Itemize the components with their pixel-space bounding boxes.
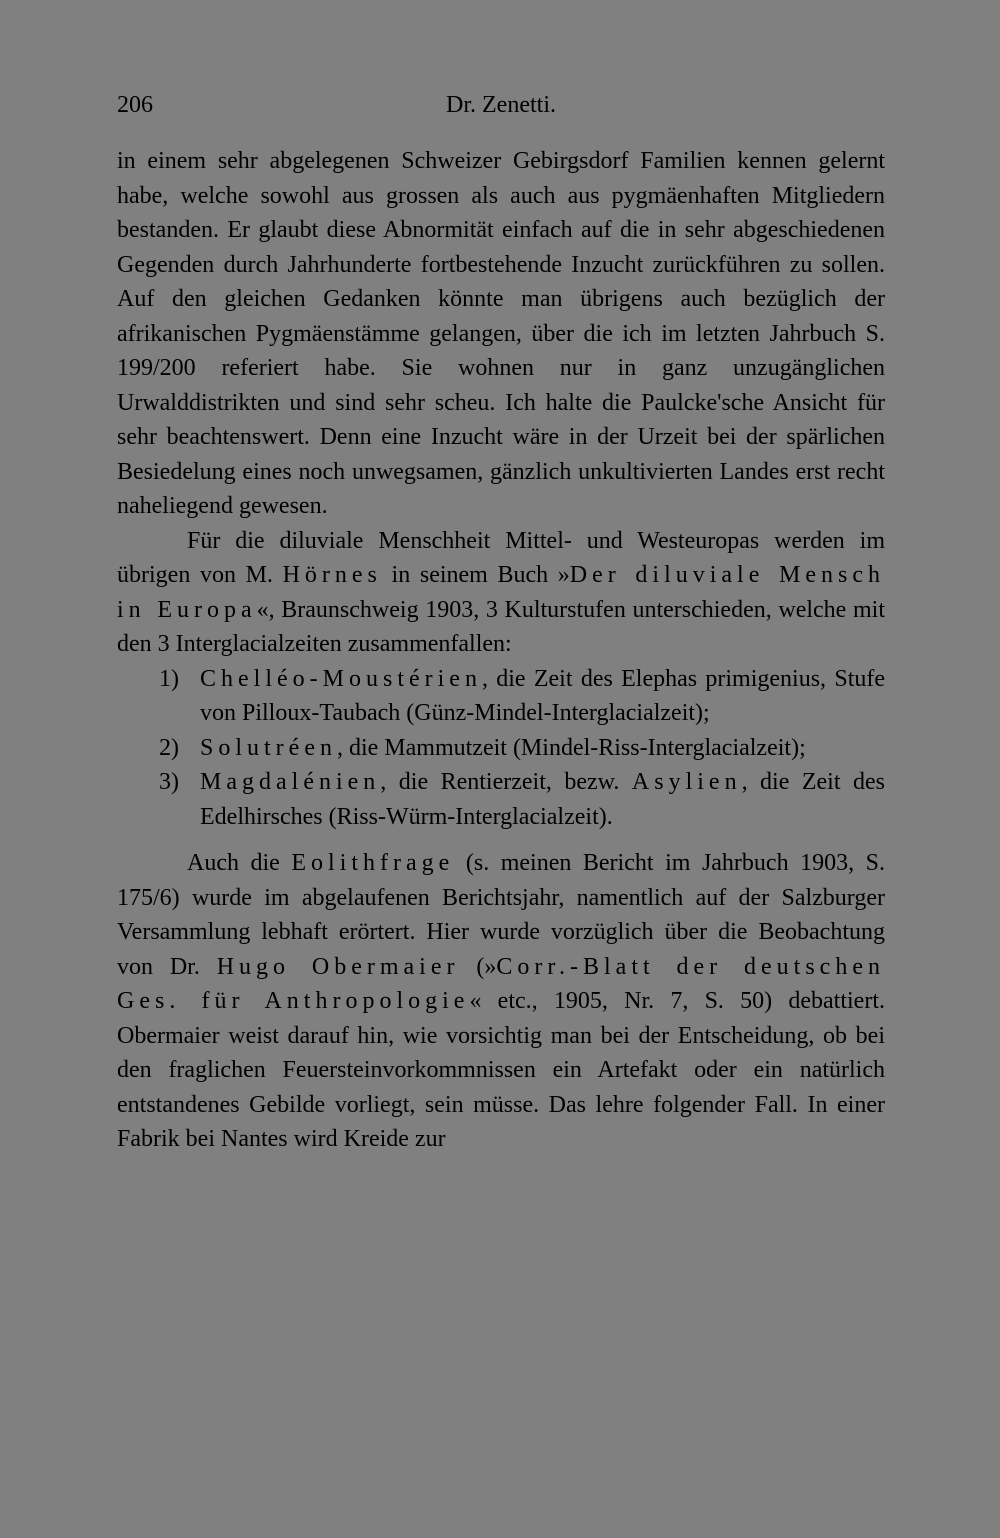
paragraph-1-text: in einem sehr abgelegenen Schweizer Gebirgsdorf Familien kennen gelernt habe, welche sowohl aus grossen als auch aus pygmäenhaften Mitgliedern bestanden. Er glaubt diese Abnormität einfach auf die in sehr abgeschiedenen Gegenden durch Jahrhunderte fortbestehende Inzucht zurückführen zu sollen. Auf den gleichen Gedanken könnte man übrigens auch bezüglich der afrikanischen Pygmäenstämme gelangen, über die ich im letzten Jahrbuch S. 199/200 referiert habe. Sie wohnen nur in ganz unzugänglichen Urwalddistrikten und sind sehr scheu. Ich halte die Paulcke'sche Ansicht für sehr beachtenswert. Denn eine Inzucht wäre in der Urzeit bei der spärlichen Besiedelung eines noch unwegsamen, gänzlich unkultivierten Landes erst recht naheliegend gewesen. <box>117 148 885 519</box>
page-number: 206 <box>117 92 153 118</box>
author-name: Hörnes <box>282 562 382 588</box>
page-body <box>117 144 885 1157</box>
paragraph-3 <box>117 846 885 1157</box>
list-item-2 <box>117 731 885 766</box>
paragraph-2-text-c: «, Braunschweig 1903, 3 Kulturstufen unterschieden, welche mit den 3 Interglacialzeiten zusammenfallen: <box>117 596 885 657</box>
list-number: 3) <box>159 769 179 795</box>
culture-term: Chelléo-Moustérien <box>200 665 482 692</box>
page-header <box>117 88 885 128</box>
paragraph-2 <box>117 524 885 662</box>
paragraph-1 <box>117 144 885 524</box>
list-item-1 <box>117 662 885 731</box>
paragraph-3-text-a: Auch die <box>187 850 292 876</box>
paragraph-3-text-d: « etc., 1905, Nr. 7, S. 50) debattiert. Obermaier weist darauf hin, wie vorsichtig man bei der Entscheidung, ob bei den fraglichen Feuersteinvorkommnissen ein Artefakt oder ein natürlich entstandenes Gebilde vorliegt, sein müsse. Das lehre folgender Fall. In einer Fabrik bei Nantes wird Kreide zur <box>117 988 885 1152</box>
list-item-3 <box>117 765 885 834</box>
list-text: , die Zeit des Elephas primigenius, Stufe von Pilloux-Taubach (Günz-Mindel-Interglacialzeit); <box>200 665 885 726</box>
running-title: Dr. Zenetti. <box>446 92 556 118</box>
paragraph-2-text-b: in seinem Buch » <box>381 562 570 588</box>
eolith-term: Eolithfrage <box>291 850 455 876</box>
paragraph-3-text-c: (» <box>459 953 497 980</box>
book-title: Der diluviale Mensch in Europa <box>117 562 885 623</box>
culture-term: Magdalénien <box>200 769 381 795</box>
list-number: 1) <box>159 665 179 692</box>
paragraph-3-text-b: (s. meinen Bericht im Jahrbuch 1903, S. 175/6) wurde im abgelaufenen Berichtsjahr, namentlich auf der Salzburger Versammlung lebhaft erörtert. Hier wurde vorzüglich über die Beobachtung von Dr. <box>117 850 885 980</box>
list-text-2: , die Zeit des Edelhirsches (Riss-Würm-Interglacialzeit). <box>200 769 885 830</box>
culture-term-2: Asylien <box>631 769 742 795</box>
culture-term: Solutréen <box>200 734 337 761</box>
list-text: , die Rentierzeit, bezw. <box>380 769 632 795</box>
journal-title: Corr.-Blatt der deutschen Ges. für Anthropologie <box>117 953 885 1014</box>
list-text: , die Mammutzeit (Mindel-Riss-Interglacialzeit); <box>336 734 806 761</box>
person-name: Hugo Obermaier <box>216 953 460 980</box>
paragraph-2-text-a: Für die diluviale Menschheit Mittel- und Westeuropas werden im übrigen von M. <box>117 527 885 588</box>
list-number: 2) <box>159 734 179 761</box>
